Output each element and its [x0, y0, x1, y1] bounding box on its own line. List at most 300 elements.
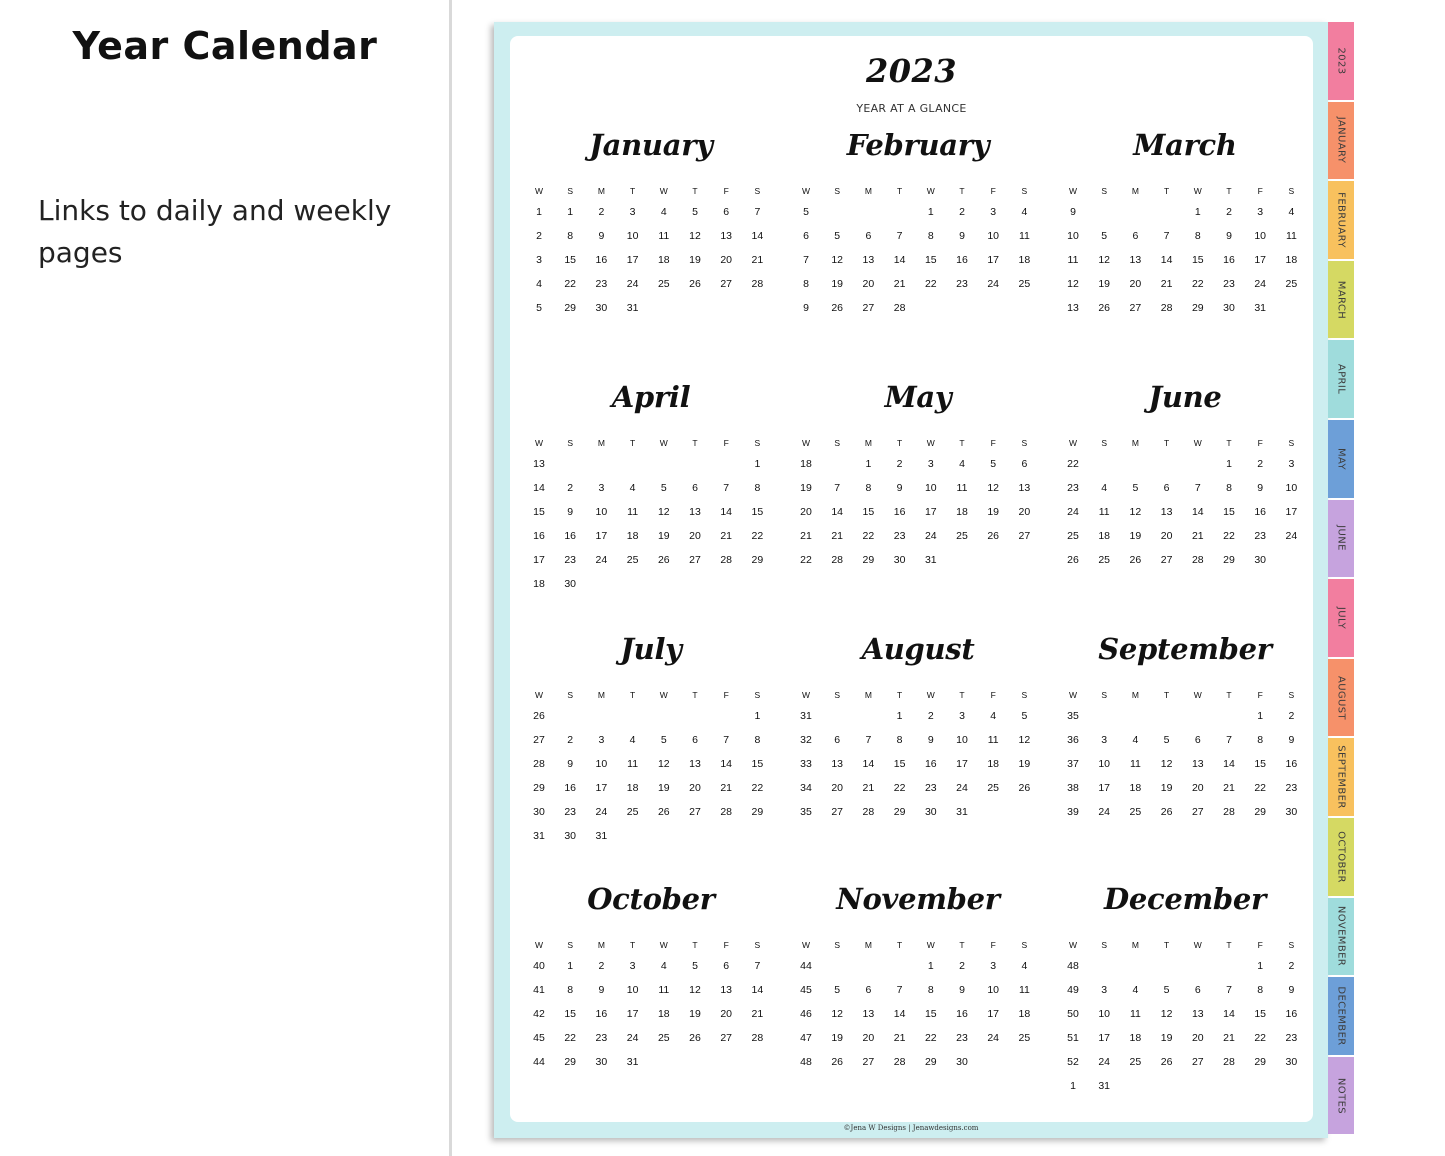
day-link[interactable]: 17 — [924, 506, 937, 518]
day-link[interactable]: 25 — [657, 278, 670, 290]
day-link[interactable]: 1 — [754, 710, 761, 722]
day-link[interactable]: 30 — [564, 830, 577, 842]
week-number-link[interactable]: 13 — [533, 458, 545, 470]
day-link[interactable]: 2 — [1257, 458, 1264, 470]
tab-february[interactable] — [1328, 181, 1354, 259]
week-number-link[interactable]: 47 — [800, 1032, 812, 1044]
month-name[interactable]: April — [611, 380, 691, 414]
day-link[interactable]: 10 — [956, 734, 968, 746]
day-link[interactable]: 30 — [956, 1056, 968, 1068]
day-link[interactable]: 3 — [1101, 734, 1108, 746]
week-number-link[interactable]: 10 — [1067, 230, 1079, 242]
day-link[interactable]: 23 — [924, 782, 937, 794]
tab-october[interactable] — [1328, 818, 1354, 896]
day-link[interactable]: 4 — [660, 960, 667, 972]
day-link[interactable]: 16 — [1285, 758, 1298, 770]
day-link[interactable]: 5 — [1021, 710, 1028, 722]
day-link[interactable]: 16 — [893, 506, 906, 518]
day-link[interactable]: 3 — [598, 482, 605, 494]
month-name[interactable]: June — [1148, 380, 1222, 414]
week-number-link[interactable]: 40 — [533, 960, 545, 972]
day-link[interactable]: 1 — [567, 206, 574, 218]
day-link[interactable]: 10 — [1098, 1008, 1111, 1020]
day-link[interactable]: 26 — [689, 1032, 701, 1044]
week-number-link[interactable]: 11 — [1067, 254, 1079, 266]
week-number-link[interactable]: 32 — [800, 734, 812, 746]
week-number-link[interactable]: 9 — [1070, 206, 1076, 218]
day-link[interactable]: 10 — [1254, 230, 1267, 242]
day-link[interactable]: 24 — [956, 782, 968, 794]
day-link[interactable]: 18 — [657, 254, 670, 266]
week-number-link[interactable]: 48 — [1067, 960, 1079, 972]
day-link[interactable]: 30 — [893, 554, 906, 566]
day-link[interactable]: 18 — [1129, 782, 1142, 794]
week-number-link[interactable]: 44 — [533, 1056, 545, 1068]
day-link[interactable]: 27 — [1191, 806, 1204, 818]
day-link[interactable]: 29 — [893, 806, 906, 818]
day-link[interactable]: 8 — [927, 984, 934, 996]
day-link[interactable]: 2 — [598, 206, 605, 218]
week-number-link[interactable]: 13 — [1067, 302, 1079, 314]
day-link[interactable]: 17 — [626, 254, 639, 266]
day-link[interactable]: 2 — [567, 482, 574, 494]
day-link[interactable]: 9 — [927, 734, 934, 746]
day-link[interactable]: 17 — [595, 530, 608, 542]
day-link[interactable]: 22 — [862, 530, 875, 542]
day-link[interactable]: 6 — [1194, 734, 1201, 746]
day-link[interactable]: 14 — [751, 230, 764, 242]
day-link[interactable]: 17 — [1254, 254, 1267, 266]
day-link[interactable]: 29 — [751, 554, 764, 566]
day-link[interactable]: 7 — [1163, 230, 1170, 242]
week-number-link[interactable]: 49 — [1067, 984, 1079, 996]
week-number-link[interactable]: 27 — [533, 734, 545, 746]
day-link[interactable]: 4 — [660, 206, 667, 218]
day-link[interactable]: 22 — [924, 278, 937, 290]
day-link[interactable]: 20 — [689, 530, 701, 542]
day-link[interactable]: 16 — [595, 1008, 608, 1020]
day-link[interactable]: 17 — [1098, 782, 1111, 794]
week-number-link[interactable]: 51 — [1067, 1032, 1079, 1044]
day-link[interactable]: 7 — [723, 734, 730, 746]
week-number-link[interactable]: 1 — [1070, 1080, 1076, 1092]
day-link[interactable]: 4 — [959, 458, 965, 470]
day-link[interactable]: 24 — [987, 278, 1000, 290]
day-link[interactable]: 27 — [1018, 530, 1031, 542]
day-link[interactable]: 28 — [751, 1032, 764, 1044]
day-link[interactable]: 18 — [1098, 530, 1111, 542]
day-link[interactable]: 21 — [893, 1032, 906, 1044]
day-link[interactable]: 16 — [956, 1008, 968, 1020]
day-link[interactable]: 19 — [657, 782, 670, 794]
day-link[interactable]: 16 — [1223, 254, 1235, 266]
day-link[interactable]: 14 — [1223, 1008, 1235, 1020]
day-link[interactable]: 23 — [595, 1032, 608, 1044]
day-link[interactable]: 22 — [564, 1032, 577, 1044]
day-link[interactable]: 27 — [831, 806, 844, 818]
day-link[interactable]: 15 — [564, 1008, 577, 1020]
day-link[interactable]: 25 — [1098, 554, 1111, 566]
day-link[interactable]: 25 — [1285, 278, 1298, 290]
day-link[interactable]: 19 — [987, 506, 1000, 518]
week-number-link[interactable]: 29 — [533, 782, 545, 794]
day-link[interactable]: 15 — [924, 254, 937, 266]
day-link[interactable]: 28 — [720, 554, 733, 566]
day-link[interactable]: 10 — [1098, 758, 1111, 770]
day-link[interactable]: 4 — [629, 734, 636, 746]
day-link[interactable]: 13 — [862, 254, 875, 266]
day-link[interactable]: 19 — [1160, 1032, 1173, 1044]
day-link[interactable]: 30 — [1285, 806, 1298, 818]
day-link[interactable]: 20 — [862, 278, 875, 290]
day-link[interactable]: 21 — [893, 278, 906, 290]
week-number-link[interactable]: 22 — [800, 554, 812, 566]
day-link[interactable]: 30 — [1254, 554, 1267, 566]
day-link[interactable]: 1 — [754, 458, 761, 470]
day-link[interactable]: 10 — [987, 984, 1000, 996]
day-link[interactable]: 29 — [862, 554, 875, 566]
day-link[interactable]: 12 — [1129, 506, 1142, 518]
week-number-link[interactable]: 14 — [533, 482, 545, 494]
week-number-link[interactable]: 50 — [1067, 1008, 1079, 1020]
day-link[interactable]: 17 — [595, 782, 608, 794]
day-link[interactable]: 25 — [1129, 1056, 1142, 1068]
day-link[interactable]: 31 — [924, 554, 937, 566]
day-link[interactable]: 11 — [1018, 230, 1030, 242]
day-link[interactable]: 22 — [1191, 278, 1204, 290]
day-link[interactable]: 5 — [660, 734, 667, 746]
day-link[interactable]: 12 — [657, 758, 670, 770]
week-number-link[interactable]: 16 — [533, 530, 545, 542]
week-number-link[interactable]: 1 — [536, 206, 542, 218]
day-link[interactable]: 1 — [927, 206, 934, 218]
week-number-link[interactable]: 3 — [536, 254, 542, 266]
day-link[interactable]: 2 — [1226, 206, 1232, 218]
day-link[interactable]: 13 — [1191, 758, 1204, 770]
day-link[interactable]: 25 — [1018, 278, 1031, 290]
day-link[interactable]: 31 — [626, 1056, 639, 1068]
day-link[interactable]: 25 — [987, 782, 1000, 794]
day-link[interactable]: 20 — [689, 782, 701, 794]
day-link[interactable]: 16 — [956, 254, 968, 266]
day-link[interactable]: 10 — [1285, 482, 1298, 494]
week-number-link[interactable]: 6 — [803, 230, 809, 242]
day-link[interactable]: 2 — [927, 710, 934, 722]
day-link[interactable]: 17 — [987, 1008, 1000, 1020]
day-link[interactable]: 28 — [1191, 554, 1204, 566]
day-link[interactable]: 5 — [692, 206, 698, 218]
day-link[interactable]: 6 — [1194, 984, 1201, 996]
day-link[interactable]: 2 — [896, 458, 903, 470]
day-link[interactable]: 11 — [987, 734, 999, 746]
day-link[interactable]: 13 — [720, 984, 733, 996]
tab-november[interactable] — [1328, 898, 1354, 976]
day-link[interactable]: 26 — [1160, 806, 1173, 818]
day-link[interactable]: 28 — [831, 554, 844, 566]
day-link[interactable]: 24 — [626, 278, 639, 290]
day-link[interactable]: 7 — [754, 960, 761, 972]
tab-april[interactable] — [1328, 340, 1354, 418]
day-link[interactable]: 29 — [924, 1056, 937, 1068]
day-link[interactable]: 31 — [1098, 1080, 1111, 1092]
day-link[interactable]: 23 — [564, 554, 577, 566]
week-number-link[interactable]: 12 — [1067, 278, 1079, 290]
day-link[interactable]: 7 — [896, 984, 903, 996]
day-link[interactable]: 27 — [689, 806, 701, 818]
day-link[interactable]: 28 — [1223, 1056, 1235, 1068]
day-link[interactable]: 13 — [689, 758, 701, 770]
day-link[interactable]: 16 — [595, 254, 608, 266]
day-link[interactable]: 18 — [1129, 1032, 1142, 1044]
week-number-link[interactable]: 38 — [1067, 782, 1079, 794]
week-number-link[interactable]: 41 — [533, 984, 545, 996]
day-link[interactable]: 22 — [1223, 530, 1235, 542]
day-link[interactable]: 5 — [1132, 482, 1139, 494]
day-link[interactable]: 10 — [595, 758, 608, 770]
day-link[interactable]: 26 — [1018, 782, 1031, 794]
day-link[interactable]: 29 — [564, 1056, 577, 1068]
day-link[interactable]: 15 — [751, 506, 764, 518]
day-link[interactable]: 15 — [924, 1008, 937, 1020]
day-link[interactable]: 7 — [865, 734, 872, 746]
month-name[interactable]: July — [620, 632, 682, 666]
day-link[interactable]: 28 — [893, 302, 906, 314]
day-link[interactable]: 12 — [689, 984, 701, 996]
day-link[interactable]: 9 — [1288, 734, 1295, 746]
day-link[interactable]: 9 — [959, 984, 965, 996]
day-link[interactable]: 14 — [751, 984, 764, 996]
day-link[interactable]: 4 — [629, 482, 636, 494]
day-link[interactable]: 11 — [1018, 984, 1030, 996]
day-link[interactable]: 26 — [987, 530, 1000, 542]
day-link[interactable]: 9 — [1226, 230, 1232, 242]
year-title[interactable]: 2023 — [865, 52, 958, 90]
day-link[interactable]: 27 — [1191, 1056, 1204, 1068]
day-link[interactable]: 1 — [567, 960, 574, 972]
day-link[interactable]: 31 — [626, 302, 639, 314]
day-link[interactable]: 22 — [751, 782, 764, 794]
day-link[interactable]: 12 — [1018, 734, 1031, 746]
day-link[interactable]: 2 — [598, 960, 605, 972]
day-link[interactable]: 18 — [626, 530, 639, 542]
day-link[interactable]: 21 — [1223, 1032, 1235, 1044]
week-number-link[interactable]: 5 — [536, 302, 542, 314]
day-link[interactable]: 16 — [564, 530, 577, 542]
day-link[interactable]: 8 — [927, 230, 934, 242]
day-link[interactable]: 11 — [1285, 230, 1297, 242]
day-link[interactable]: 17 — [1098, 1032, 1111, 1044]
day-link[interactable]: 3 — [629, 206, 636, 218]
day-link[interactable]: 27 — [720, 1032, 733, 1044]
day-link[interactable]: 14 — [1223, 758, 1235, 770]
day-link[interactable]: 2 — [567, 734, 574, 746]
day-link[interactable]: 12 — [1160, 758, 1173, 770]
day-link[interactable]: 30 — [1223, 302, 1235, 314]
month-name[interactable]: May — [884, 380, 952, 414]
day-link[interactable]: 18 — [657, 1008, 670, 1020]
day-link[interactable]: 10 — [595, 506, 608, 518]
day-link[interactable]: 13 — [862, 1008, 875, 1020]
week-number-link[interactable]: 21 — [800, 530, 812, 542]
day-link[interactable]: 26 — [657, 806, 670, 818]
day-link[interactable]: 6 — [1163, 482, 1170, 494]
week-number-link[interactable]: 28 — [533, 758, 545, 770]
day-link[interactable]: 28 — [751, 278, 764, 290]
day-link[interactable]: 5 — [990, 458, 997, 470]
day-link[interactable]: 24 — [626, 1032, 639, 1044]
day-link[interactable]: 6 — [723, 206, 730, 218]
day-link[interactable]: 20 — [1129, 278, 1142, 290]
week-number-link[interactable]: 7 — [803, 254, 809, 266]
day-link[interactable]: 26 — [1098, 302, 1111, 314]
day-link[interactable]: 1 — [1194, 206, 1201, 218]
day-link[interactable]: 7 — [1226, 734, 1232, 746]
day-link[interactable]: 20 — [1160, 530, 1173, 542]
day-link[interactable]: 1 — [1226, 458, 1232, 470]
day-link[interactable]: 26 — [1129, 554, 1142, 566]
day-link[interactable]: 17 — [1285, 506, 1298, 518]
month-name[interactable]: November — [836, 882, 1000, 916]
day-link[interactable]: 2 — [1288, 960, 1295, 972]
day-link[interactable]: 5 — [692, 960, 698, 972]
day-link[interactable]: 11 — [627, 506, 639, 518]
week-number-link[interactable]: 25 — [1067, 530, 1079, 542]
day-link[interactable]: 11 — [1129, 758, 1141, 770]
day-link[interactable]: 8 — [1257, 734, 1264, 746]
month-name[interactable]: December — [1104, 882, 1266, 916]
week-number-link[interactable]: 18 — [533, 578, 545, 590]
day-link[interactable]: 8 — [1226, 482, 1232, 494]
week-number-link[interactable]: 20 — [800, 506, 812, 518]
day-link[interactable]: 21 — [1160, 278, 1173, 290]
day-link[interactable]: 9 — [567, 506, 574, 518]
day-link[interactable]: 18 — [987, 758, 1000, 770]
day-link[interactable]: 20 — [720, 254, 733, 266]
day-link[interactable]: 4 — [1288, 206, 1295, 218]
day-link[interactable]: 13 — [1191, 1008, 1204, 1020]
week-number-link[interactable]: 26 — [533, 710, 545, 722]
day-link[interactable]: 12 — [657, 506, 670, 518]
day-link[interactable]: 26 — [1160, 1056, 1173, 1068]
day-link[interactable]: 25 — [626, 806, 639, 818]
day-link[interactable]: 9 — [598, 230, 605, 242]
week-number-link[interactable]: 34 — [800, 782, 812, 794]
day-link[interactable]: 16 — [564, 782, 577, 794]
day-link[interactable]: 14 — [1160, 254, 1173, 266]
day-link[interactable]: 31 — [956, 806, 968, 818]
day-link[interactable]: 15 — [751, 758, 764, 770]
day-link[interactable]: 21 — [720, 782, 733, 794]
day-link[interactable]: 15 — [893, 758, 906, 770]
tab-january[interactable] — [1328, 102, 1354, 180]
tab-june[interactable] — [1328, 500, 1354, 578]
week-number-link[interactable]: 22 — [1067, 458, 1079, 470]
day-link[interactable]: 19 — [1160, 782, 1173, 794]
day-link[interactable]: 10 — [626, 230, 639, 242]
day-link[interactable]: 28 — [862, 806, 875, 818]
day-link[interactable]: 8 — [754, 482, 761, 494]
day-link[interactable]: 23 — [956, 1032, 968, 1044]
day-link[interactable]: 12 — [831, 254, 844, 266]
day-link[interactable]: 13 — [720, 230, 733, 242]
day-link[interactable]: 24 — [1285, 530, 1298, 542]
day-link[interactable]: 23 — [1285, 782, 1298, 794]
day-link[interactable]: 31 — [1254, 302, 1267, 314]
month-name[interactable]: October — [587, 882, 715, 916]
day-link[interactable]: 4 — [990, 710, 997, 722]
day-link[interactable]: 5 — [834, 230, 841, 242]
day-link[interactable]: 11 — [1129, 1008, 1141, 1020]
day-link[interactable]: 30 — [595, 302, 608, 314]
day-link[interactable]: 3 — [629, 960, 636, 972]
day-link[interactable]: 22 — [1254, 1032, 1267, 1044]
day-link[interactable]: 5 — [1163, 734, 1170, 746]
day-link[interactable]: 23 — [564, 806, 577, 818]
day-link[interactable]: 3 — [1257, 206, 1264, 218]
day-link[interactable]: 12 — [689, 230, 701, 242]
day-link[interactable]: 5 — [834, 984, 841, 996]
day-link[interactable]: 3 — [990, 206, 997, 218]
week-number-link[interactable]: 31 — [533, 830, 545, 842]
month-name[interactable]: March — [1133, 128, 1237, 162]
day-link[interactable]: 20 — [831, 782, 844, 794]
day-link[interactable]: 21 — [751, 254, 764, 266]
day-link[interactable]: 4 — [1101, 482, 1108, 494]
day-link[interactable]: 3 — [1101, 984, 1108, 996]
week-number-link[interactable]: 35 — [1067, 710, 1079, 722]
week-number-link[interactable]: 23 — [1067, 482, 1079, 494]
day-link[interactable]: 10 — [987, 230, 1000, 242]
week-number-link[interactable]: 44 — [800, 960, 812, 972]
day-link[interactable]: 10 — [924, 482, 937, 494]
day-link[interactable]: 7 — [1226, 984, 1232, 996]
day-link[interactable]: 11 — [956, 482, 968, 494]
tab-march[interactable] — [1328, 261, 1354, 339]
day-link[interactable]: 20 — [1191, 782, 1204, 794]
week-number-link[interactable]: 4 — [536, 278, 542, 290]
day-link[interactable]: 24 — [1098, 1056, 1111, 1068]
day-link[interactable]: 2 — [959, 960, 965, 972]
day-link[interactable]: 30 — [564, 578, 577, 590]
week-number-link[interactable]: 33 — [800, 758, 812, 770]
tab-july[interactable] — [1328, 579, 1354, 657]
day-link[interactable]: 11 — [658, 230, 670, 242]
day-link[interactable]: 15 — [1191, 254, 1204, 266]
day-link[interactable]: 6 — [1132, 230, 1139, 242]
day-link[interactable]: 25 — [1129, 806, 1142, 818]
day-link[interactable]: 15 — [564, 254, 577, 266]
day-link[interactable]: 3 — [990, 960, 997, 972]
day-link[interactable]: 27 — [1129, 302, 1142, 314]
day-link[interactable]: 24 — [595, 806, 608, 818]
day-link[interactable]: 8 — [754, 734, 761, 746]
day-link[interactable]: 22 — [924, 1032, 937, 1044]
day-link[interactable]: 29 — [751, 806, 764, 818]
day-link[interactable]: 21 — [862, 782, 875, 794]
day-link[interactable]: 12 — [987, 482, 1000, 494]
day-link[interactable]: 7 — [754, 206, 761, 218]
day-link[interactable]: 13 — [689, 506, 701, 518]
week-number-link[interactable]: 35 — [800, 806, 812, 818]
week-number-link[interactable]: 30 — [533, 806, 545, 818]
day-link[interactable]: 6 — [692, 734, 698, 746]
day-link[interactable]: 21 — [720, 530, 733, 542]
day-link[interactable]: 14 — [893, 254, 906, 266]
week-number-link[interactable]: 24 — [1067, 506, 1079, 518]
day-link[interactable]: 3 — [927, 458, 934, 470]
day-link[interactable]: 15 — [1254, 758, 1267, 770]
tab-notes[interactable] — [1328, 1057, 1354, 1135]
